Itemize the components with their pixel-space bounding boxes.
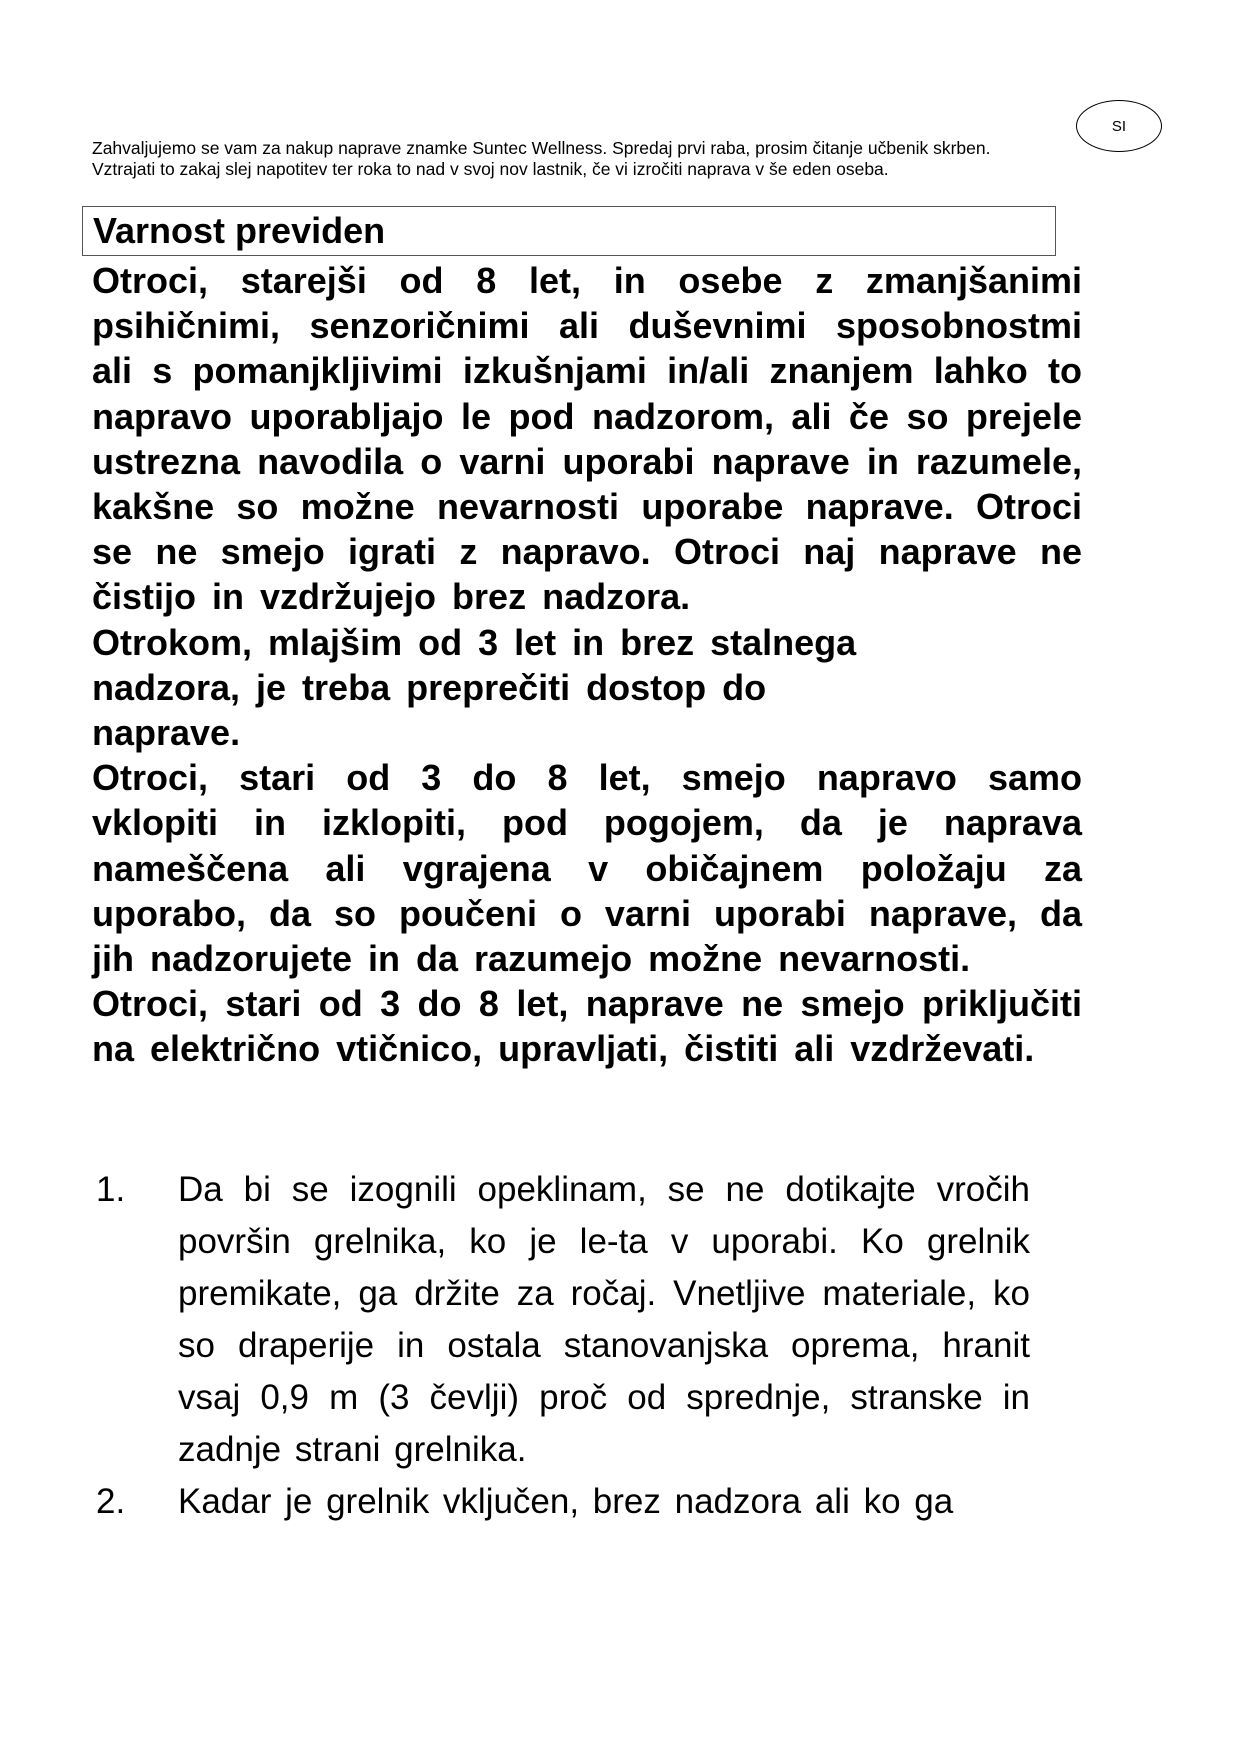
warning-paragraph: Otroci, starejši od 8 let, in osebe z zmanjšanimi psihičnimi, senzoričnimi ali duševnimi sposobnostmi ali s pomanjkljivimi izkušnjami in/ali znanjem lahko to napravo uporabljajo le pod nadzorom, ali če so prejele ustrezna navodila o varni uporabi naprave in razumele, kakšne so možne nevarnosti uporabe naprave. Otroci se ne smejo igrati z napravo. Otroci naj naprave ne čistijo in vzdržujejo brez nadzora. [92, 260, 1082, 618]
intro-text: Zahvaljujemo se vam za nakup naprave znamke Suntec Wellness. Spredaj prvi raba, prosim čitanje učbenik skrben. Vztrajati to zakaj slej napotitev ter roka to nad v svoj nov lastnik, če vi izročiti naprava v še eden oseba. [92, 138, 991, 179]
section-title [82, 206, 1056, 256]
list-item [96, 1476, 1036, 1528]
list-item [96, 1164, 1036, 1476]
warning-paragraph: Otrokom, mlajšim od 3 let in brez stalnega nadzora, je treba preprečiti dostop do naprave. [92, 621, 857, 754]
list-item-text: Da bi se izognili opeklinam, se ne dotikajte vročih površin grelnika, ko je le-ta v uporabi. Ko grelnik premikate, ga držite za ročaj. Vnetljive materiale, ko so draperije in ostala stanovanjska oprema, hranit vsaj 0,9 m (3 čevlji) proč od sprednje, stranske in zadnje strani grelnika. [178, 1170, 1030, 1469]
list-item-text: Kadar je grelnik vključen, brez nadzora ali ko ga [178, 1482, 954, 1521]
warning-paragraph: Otroci, stari od 3 do 8 let, naprave ne smejo priključiti na električno vtičnico, upravljati, čistiti ali vzdrževati. [92, 983, 1082, 1070]
list-item-number: 1. [96, 1170, 126, 1209]
list-item-number: 2. [96, 1482, 126, 1521]
safety-instructions-list [96, 1164, 1036, 1528]
warning-paragraph: Otroci, stari od 3 do 8 let, smejo napravo samo vklopiti in izklopiti, pod pogojem, da je naprava nameščena ali vgrajena v običajnem položaju za uporabo, da so poučeni o varni uporabi naprave, da jih nadzorujete in da razumejo možne nevarnosti. [92, 757, 1082, 980]
section-title-text: Varnost previden [93, 210, 386, 251]
safety-warnings [92, 258, 1082, 1072]
language-badge [1076, 100, 1162, 152]
language-code: SI [1111, 117, 1127, 135]
